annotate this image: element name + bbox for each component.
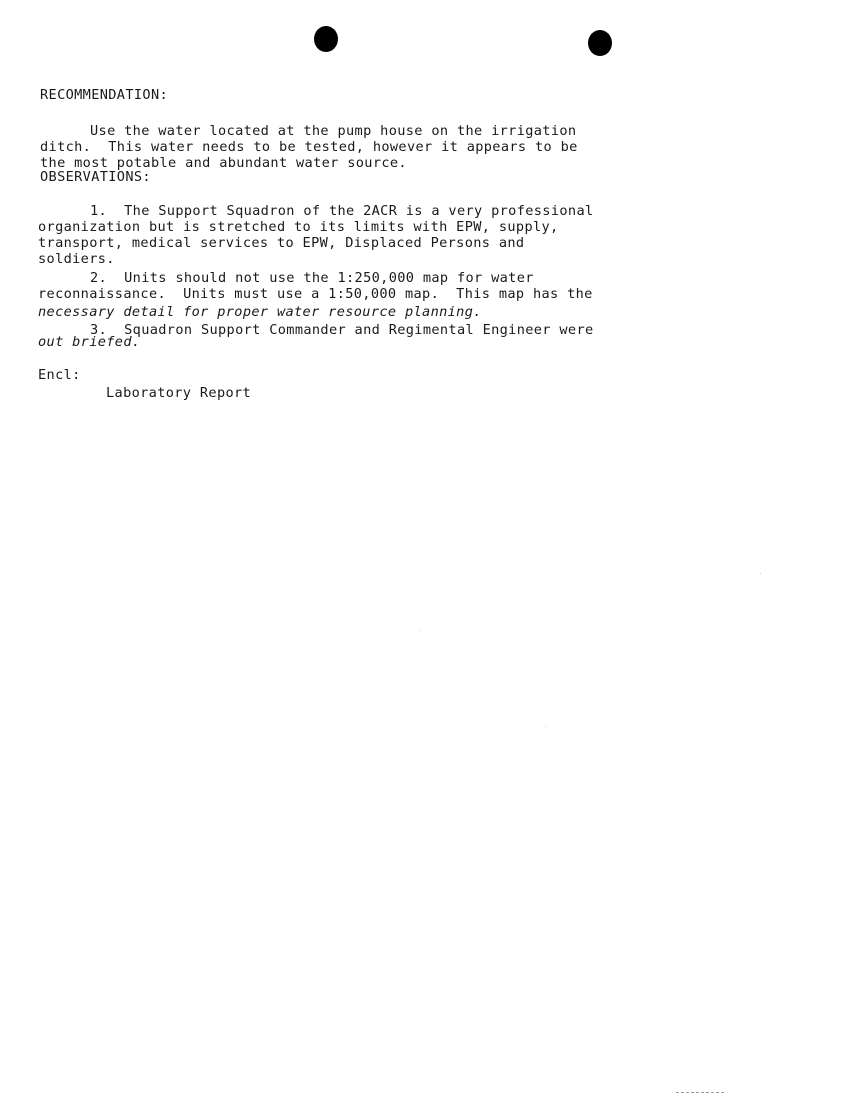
observation-line: reconnaissance. Units must use a 1:50,000 map. This map has the [38, 286, 593, 302]
recommendation-line: Use the water located at the pump house on the irrigation [90, 123, 577, 139]
observation-line: 2. Units should not use the 1:250,000 map for water [90, 270, 534, 286]
enclosure-item: Laboratory Report [106, 385, 252, 401]
observation-line: organization but is stretched to its limits with EPW, supply, [38, 219, 559, 235]
observation-line: 3. Squadron Support Commander and Regimental Engineer were [90, 322, 594, 338]
observation-line: transport, medical services to EPW, Displaced Persons and [38, 235, 525, 251]
observation-line: soldiers. [38, 251, 115, 267]
punch-hole-right [588, 30, 612, 56]
observation-line: necessary detail for proper water resource planning. [38, 304, 482, 320]
observation-line: 1. The Support Squadron of the 2ACR is a very professional [90, 203, 594, 219]
observations-heading: OBSERVATIONS: [40, 169, 151, 185]
enclosure-label: Encl: [38, 367, 81, 383]
recommendation-line: ditch. This water needs to be tested, however it appears to be [40, 139, 578, 155]
scan-speck [545, 726, 546, 727]
punch-hole-left [314, 26, 338, 52]
observation-line: out briefed. [38, 334, 141, 350]
scan-speck [760, 573, 761, 574]
recommendation-line: the most potable and abundant water source. [40, 155, 407, 171]
scan-speck [420, 630, 421, 631]
scan-dash [676, 1092, 724, 1093]
recommendation-heading: RECOMMENDATION: [40, 87, 169, 103]
